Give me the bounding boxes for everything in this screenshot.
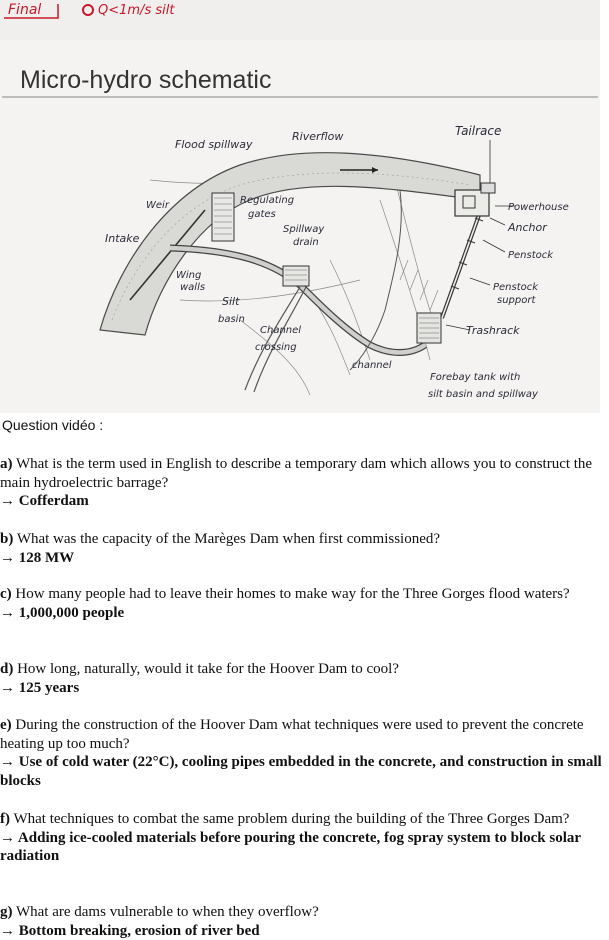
question-letter: c) <box>0 586 12 602</box>
micro-hydro-diagram <box>0 0 600 413</box>
label-weir: Weir <box>146 200 169 211</box>
question-letter: f) <box>0 811 10 827</box>
question-text: What is the term used in English to describe a temporary dam which allows you to construct the main hydroelectric barrage? <box>0 456 593 491</box>
label-spillway: Spillway <box>283 224 325 235</box>
label-anchor: Anchor <box>508 221 547 234</box>
label-channel: channel <box>352 360 392 371</box>
label-forebay-1: Forebay tank with <box>430 372 521 383</box>
question-a <box>0 455 600 511</box>
label-forebay-2: silt basin and spillway <box>428 389 538 400</box>
question-letter: g) <box>0 904 13 920</box>
label-channel-crossing-1: Channel <box>260 325 302 336</box>
question-letter: e) <box>0 717 12 733</box>
question-letter: a) <box>0 456 13 472</box>
label-trashrack: Trashrack <box>466 324 520 337</box>
label-gates: gates <box>248 209 276 220</box>
tailrace-outlet <box>481 183 495 193</box>
question-answer: → Bottom breaking, erosion of river bed <box>0 922 260 939</box>
question-text: How long, naturally, would it take for the Hoover Dam to cool? <box>17 661 399 677</box>
questions-header: Question vidéo : <box>2 417 104 433</box>
question-text: What techniques to combat the same problem during the building of the Three Gorges Dam? <box>13 811 570 827</box>
label-intake: Intake <box>105 232 140 245</box>
label-walls: walls <box>180 282 206 293</box>
label-riverflow: Riverflow <box>292 130 344 143</box>
label-basin: basin <box>218 314 245 325</box>
question-d <box>0 660 600 697</box>
question-f <box>0 810 600 866</box>
question-answer: → Cofferdam <box>0 493 89 509</box>
label-powerhouse: Powerhouse <box>508 202 569 213</box>
question-letter: b) <box>0 531 14 547</box>
label-wing: Wing <box>176 270 202 281</box>
slide-title: Micro-hydro schematic <box>20 66 272 94</box>
label-silt: Silt <box>222 295 240 308</box>
svg-text:Final: Final <box>8 2 42 18</box>
question-answer: → 125 years <box>0 679 80 696</box>
question-answer: → Adding ice-cooled materials before pouring the concrete, fog spray system to block solar radiation <box>0 829 581 864</box>
label-tailrace: Tailrace <box>455 124 502 138</box>
question-answer: → 128 MW <box>0 549 75 566</box>
question-text: What was the capacity of the Marèges Dam when first commissioned? <box>16 531 441 547</box>
question-b <box>0 530 600 567</box>
question-g <box>0 903 600 940</box>
question-text: How many people had to leave their homes to make way for the Three Gorges flood waters? <box>15 586 570 602</box>
question-letter: d) <box>0 661 14 677</box>
spillway-drain-box <box>283 266 309 286</box>
slide-photo <box>0 0 600 413</box>
label-channel-crossing-2: crossing <box>255 342 297 353</box>
powerhouse <box>455 190 489 216</box>
label-penstock-support-2: support <box>497 295 536 306</box>
label-drain: drain <box>293 237 319 248</box>
label-penstock: Penstock <box>508 250 554 261</box>
question-answer: → Use of cold water (22°C), cooling pipes embedded in the concrete, and construction in small blocks <box>0 754 602 789</box>
question-e <box>0 716 609 790</box>
label-flood-spillway: Flood spillway <box>175 138 253 151</box>
question-text: During the construction of the Hoover Dam what techniques were used to prevent the concrete heating up too much? <box>0 717 584 752</box>
questions-section <box>0 414 609 939</box>
question-answer: → 1,000,000 people <box>0 604 125 621</box>
svg-text:Q<1m/s silt: Q<1m/s silt <box>98 3 175 18</box>
question-c <box>0 585 600 622</box>
label-regulating: Regulating <box>240 195 295 206</box>
label-penstock-support-1: Penstock <box>493 282 539 293</box>
question-text: What are dams vulnerable to when they overflow? <box>15 904 319 920</box>
